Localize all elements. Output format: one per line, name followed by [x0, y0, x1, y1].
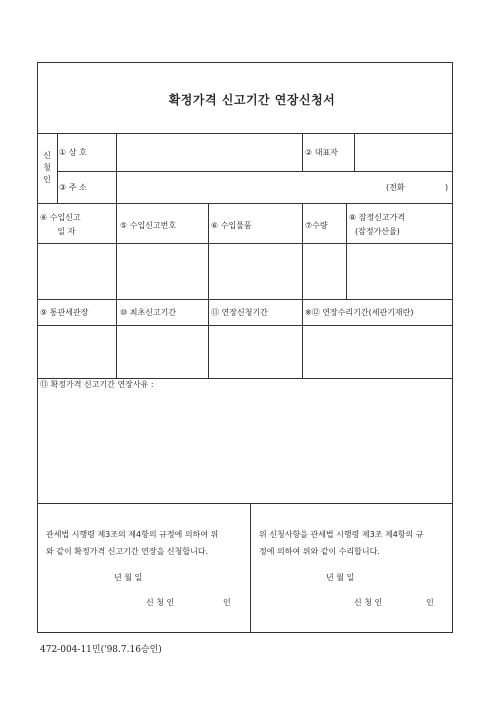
rule-table2-header	[37, 325, 453, 326]
rule-table2-end	[37, 378, 453, 379]
form-number: 472-004-11민('98.7.16승인)	[40, 645, 162, 655]
form-title: 확정가격 신고기간 연장신청서	[168, 93, 336, 107]
rule-rep-value	[354, 133, 355, 172]
trade-name-label: ① 상 호	[59, 148, 87, 157]
right-date: 년 월 일	[326, 573, 355, 582]
import-number-label: ⑤ 수입신고번호	[120, 221, 177, 230]
extension-reason-label: ⑬ 확정가격 신고기간 연장사유 :	[40, 380, 154, 389]
address-label: ③ 주 소	[59, 183, 87, 192]
right-seal: 인	[426, 598, 434, 607]
rule-table1-header	[37, 243, 453, 244]
extension-period-label: ⑪ 연장신청기간	[211, 308, 268, 317]
rule-table1-end	[37, 299, 453, 300]
provisional-price-label: ⑧ 잠정신고가격 (잠정가산율)	[349, 213, 406, 236]
right-signer: 신 청 인	[354, 598, 383, 607]
rule-col-4a	[346, 203, 347, 300]
frame-left	[37, 62, 38, 633]
phone-label: (전화	[386, 183, 405, 192]
initial-period-label: ⑩ 최초신고기간	[120, 308, 177, 317]
rule-col-3a	[302, 203, 303, 379]
import-date-label: ④ 수입신고 일 자	[40, 213, 81, 236]
rule-col-1	[116, 203, 117, 379]
rule-statement-split	[250, 503, 251, 633]
frame-bottom	[37, 632, 453, 633]
applicant-side-label: 신 청 인	[43, 151, 51, 184]
customs-office-label: ⑨ 통관세관장	[40, 308, 89, 317]
quantity-label: ⑦수량	[305, 221, 328, 230]
rule-below-title	[37, 133, 453, 134]
left-seal: 인	[223, 598, 231, 607]
left-statement: 관세법 시행령 제3조의 제4항의 규정에 의하여 위 와 같이 확정가격 신고기간 연장을 신청합니다.	[46, 530, 219, 556]
rule-side-label	[57, 133, 58, 204]
rule-rep-label	[302, 133, 303, 172]
import-goods-label: ⑥ 수입물품	[211, 221, 252, 230]
frame-top	[37, 62, 453, 63]
rule-label-col	[116, 133, 117, 204]
left-date: 년 월 일	[114, 573, 143, 582]
right-statement: 위 신청사항을 관세법 시행령 제3조 제4항의 규 정에 의하여 위와 같이 수리합니다.	[259, 530, 424, 556]
frame-right	[452, 62, 453, 633]
rule-applicant-end	[37, 203, 453, 204]
left-signer: 신 청 인	[146, 598, 175, 607]
phone-close: )	[445, 183, 449, 192]
rule-col-2	[208, 203, 209, 379]
extension-acceptance-label: ※⑫ 연장수리기간(세관기재란)	[305, 308, 414, 317]
representative-label: ② 대표자	[305, 148, 338, 157]
rule-reason-end	[37, 503, 453, 504]
